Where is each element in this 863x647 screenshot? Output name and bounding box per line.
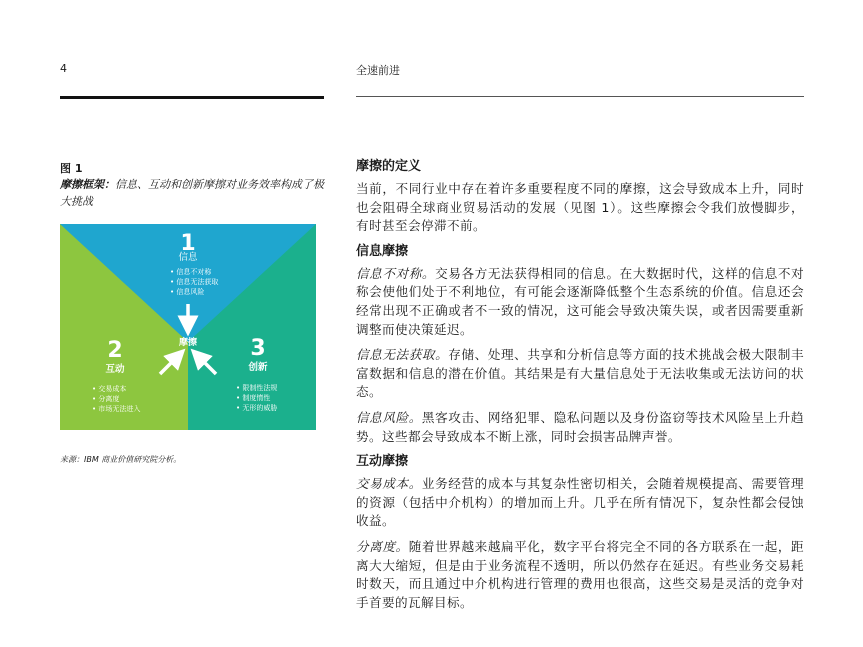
paragraph-info-asymmetry: 信息不对称。交易各方无法获得相同的信息。在大数据时代，这样的信息不对称会使他们处于不利地位，有可能会逐渐降低整个生态系统的价值。信息还会经常出现不正确或者不一致的情况，这可能会导致决策失误，或者因需要重新调整而使决策延迟。 [356,265,804,337]
lead-transaction-cost: 交易成本。 [356,476,422,492]
section1-item-3: • 信息风险 [170,288,205,296]
section3-number: 3 [250,336,266,361]
section1-item-1: • 信息不对称 [170,268,212,276]
figure-source: 来源：IBM 商业价值研究院分析。 [60,455,182,464]
paragraph-definition: 当前，不同行业中存在着许多重要程度不同的摩擦，这会导致成本上升，同时也会阻碍全球商业贸易活动的发展（见图 1）。这些摩擦会令我们放慢脚步，有时甚至会停滞不前。 [356,181,804,234]
section2-item-1: • 交易成本 [92,385,127,393]
section1-number: 1 [180,231,196,256]
figure-caption [60,176,325,210]
paragraph-transaction-cost: 交易成本。业务经营的成本与其复杂性密切相关，会随着规模提高、需要管理的资源（包括中介机构）的增加而上升。几乎在所有情况下，复杂性都会侵蚀收益。 [356,476,805,529]
paragraph-info-risk: 信息风险。黑客攻击、网络犯罪、隐私问题以及身份盗窃等技术风险呈上升趋势。这些都会导致成本不断上涨，同时会损害品牌声誉。 [356,409,805,444]
header-rule-right [356,96,804,97]
figure-label: 图 1 [60,162,83,175]
lead-info-unavailable: 信息无法获取。 [356,347,449,363]
section1-title: 信息 [178,252,198,263]
section2-title: 互动 [105,364,125,375]
section1-item-2: • 信息无法获取 [170,278,219,286]
figure-caption-bold: 摩擦框架： [60,178,115,191]
section2-item-3: • 市场无法进入 [92,405,141,413]
paragraph-separation: 分离度。随着世界越来越扁平化，数字平台将完全不同的各方联系在一起，距离大大缩短，但是由于业务流程不透明，所以仍然存在延迟。有些业务交易耗时数天，而且通过中介机构进行管理的费用也很高，这些交易是灵活的竞争对手首要的瓦解目标。 [356,538,804,610]
running-title: 全速前进 [356,64,400,77]
header-rule-left [60,96,324,99]
section3-title: 创新 [248,362,268,373]
section3-item-1: • 限制性法规 [236,384,278,392]
section2-number: 2 [107,338,123,363]
center-label: 摩擦 [178,338,198,348]
section3-item-3: • 无形的威胁 [236,404,278,412]
lead-info-risk: 信息风险。 [356,409,422,425]
heading-information-friction: 信息摩擦 [356,243,409,259]
heading-definition: 摩擦的定义 [356,159,422,174]
lead-info-asymmetry: 信息不对称。 [356,265,436,281]
figure-caption-text: 信息、互动和创新摩擦对业务效率构成了极大挑战 [60,178,324,208]
lead-separation: 分离度。 [356,538,409,554]
section2-item-2: • 分离度 [92,395,120,403]
page-number: 4 [60,62,67,75]
paragraph-info-unavailable: 信息无法获取。存储、处理、共享和分析信息等方面的技术挑战会极大限制丰富数据和信息的潜在价值。其结果是有大量信息处于无法收集或无法访问的状态。 [356,347,804,400]
main-column [356,158,804,619]
friction-diagram [60,224,316,430]
heading-interaction-friction: 互动摩擦 [356,454,409,470]
section3-item-2: • 制度惰性 [236,394,271,402]
